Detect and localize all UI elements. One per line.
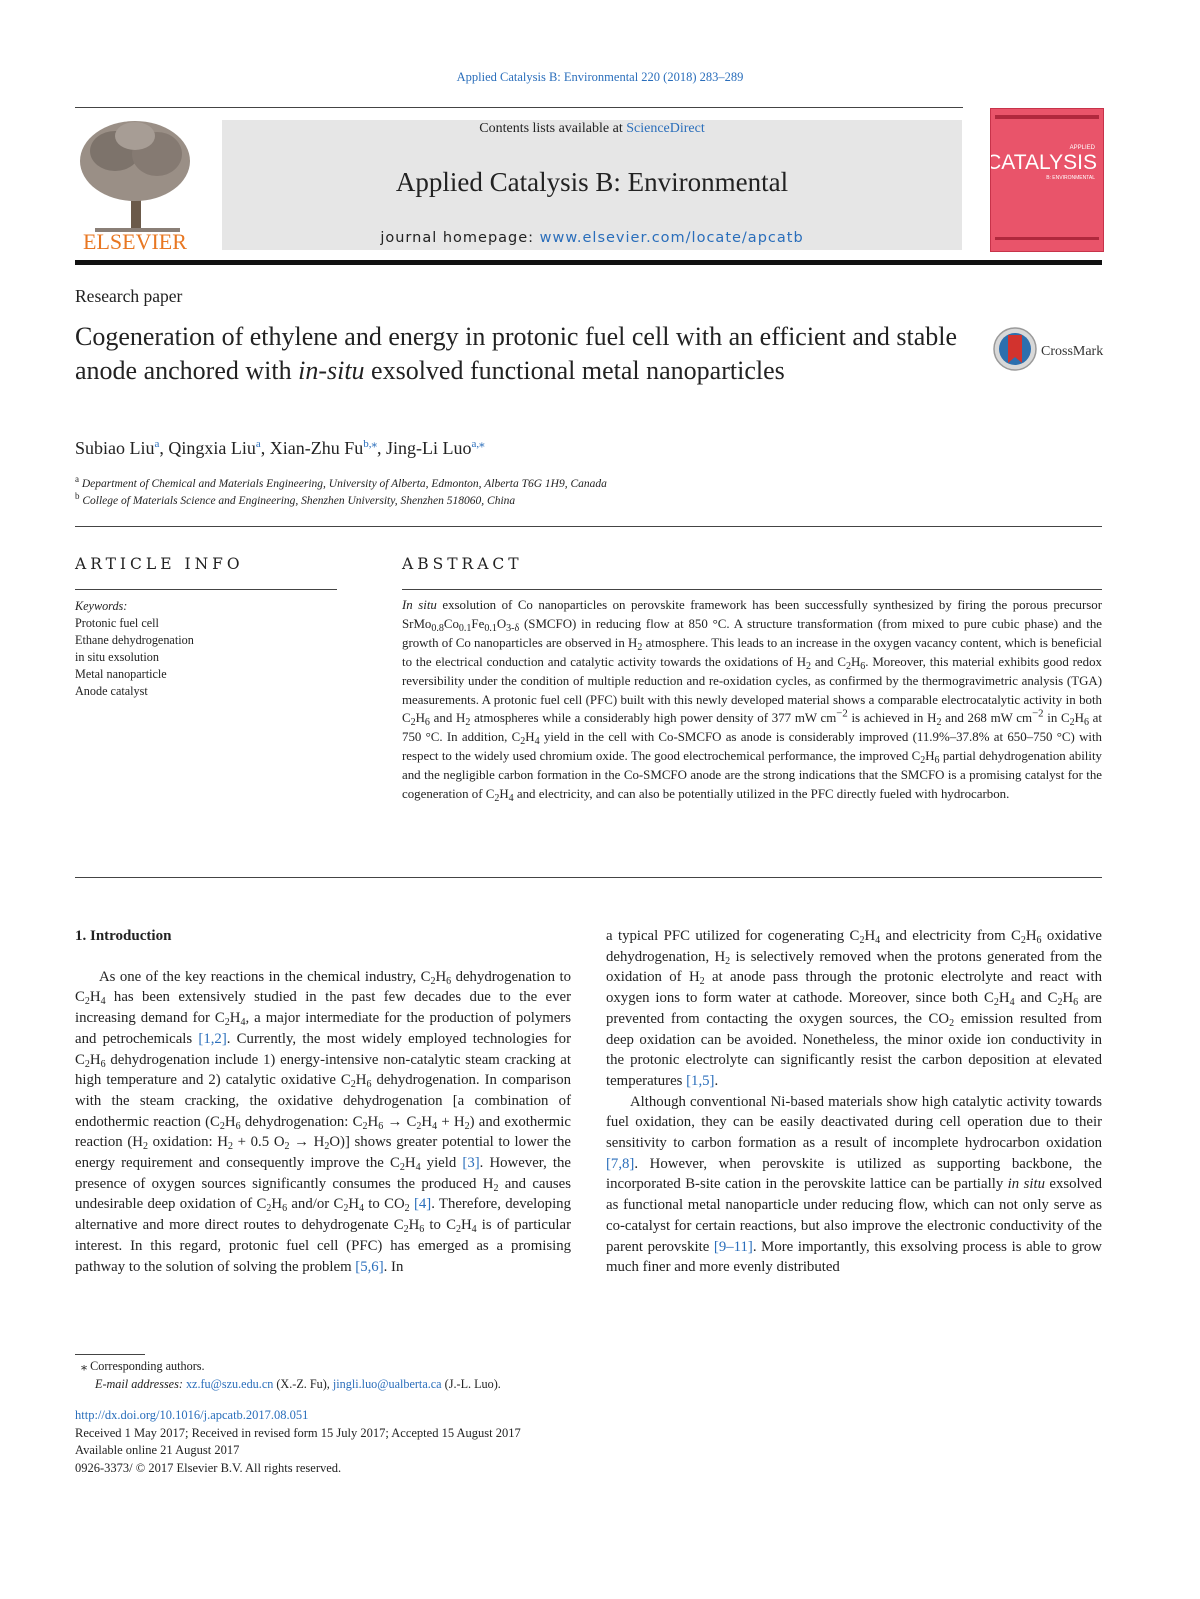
divider [75, 877, 1102, 878]
citation-link[interactable]: [1,2] [198, 1030, 227, 1047]
homepage-line [222, 230, 962, 246]
cover-graphic [991, 109, 1103, 251]
keyword: in situ exsolution [75, 650, 159, 664]
cover-small-text: APPLIED [1069, 145, 1095, 151]
email-link[interactable]: jingli.luo@ualberta.ca [332, 1377, 442, 1391]
author-list: Subiao Liu$^a$, Qingxia Liu$^a$, Xian-Zhu $Fu^{b,⁎}$, Jing-Li Luo$^{a,⁎}$ [75, 438, 485, 458]
keyword: Anode catalyst [75, 684, 148, 698]
citation-link[interactable]: [7,8] [606, 1155, 635, 1172]
divider [75, 526, 1102, 527]
logo-wordmark: ELSEVIER [83, 229, 187, 254]
journal-cover[interactable] [990, 108, 1104, 252]
divider [402, 589, 1102, 590]
author-name: Xian-Zhu Fu [269, 438, 364, 458]
author-name: Jing-Li Luo [386, 438, 472, 458]
publication-info [75, 1407, 521, 1477]
paper-title: Cogeneration of ethylene and energy in protonic fuel cell with an efficient and stable anode anchored with in-situ exsolved functional metal nanoparticles [75, 322, 958, 385]
email-line: E-mail addresses: xz.fu@szu.edu.cn (X.-Z. Fu), jingli.luo@ualberta.ca (J.-L. Luo). [95, 1377, 501, 1391]
body-paragraph: As one of the key reactions in the chemical industry, $C_2H_6$ dehydrogenation to $C_2H_4$ has been extensively studied in the past few decades due to the ever increasing demand for $C_2H_4$, a major intermediate for the production of polymers and petrochemicals [1,2]. Currently, the most widely employed technologies for $C_2H_6$ dehydrogenation include 1) energy-intensive non-catalytic steam cracking at high temperature and 2) catalytic oxidative $C_2H_6$ dehydrogenation. In comparison with the steam cracking, the oxidative dehydrogenation [a combination of endothermic reaction ($C_2H_6$ dehydrogenation: $C_2H_6 \to C_2H_4 + H_2$) and exothermic reaction ($H_2$ oxidation: $H_2 + 0.5$ $O_2 \to H_2O$)] shows greater potential to lower the energy requirement and consequently improve the $C_2H_4$ yield [3]. However, the presence of oxygen sources significantly consumes the produced $H_2$ and causes undesirable deep oxidation of $C_2H_6$ and/or $C_2H_4$ to $CO_2$ [4]. Therefore, developing alternative and more direct routes to dehydrogenate $C_2H_6$ to $C_2H_4$ is of particular interest. In this regard, protonic fuel cell (PFC) has emerged as a promising pathway to the solution of solving the problem [5,6]. In [75, 968, 572, 1275]
article-type: Research paper [75, 286, 183, 306]
corresponding-footnote [75, 1357, 501, 1393]
tree-logo-icon [75, 116, 195, 256]
citation-link[interactable]: [5,6] [355, 1258, 384, 1275]
divider [75, 107, 963, 108]
author-affil-mark[interactable]: a [154, 438, 160, 450]
abstract-text: In situ exsolution of Co nanoparticles on perovskite framework has been successfully synthesized by firing the porous precursor $SrMo_{0.8}Co_{0.1}Fe_{0.1}O_{3-\delta}$ (SMCFO) in reducing flow at 850 °C. A structure transformation (from mixed to pure cubic phase) and the growth of Co nanoparticles are observed in $H_2$ atmosphere. This leads to an increase in the oxygen vacancy content, which is beneficial to the electrical conduction and catalytic activity towards the oxidations of $H_2$ and $C_2H_6$. Moreover, this material exhibits good redox reversibility under the condition of multiple reduction and re-oxidation cycles, as confirmed by the thermogravimetric analysis (TGA) measurements. A protonic fuel cell (PFC) built with this newly developed material shows a comparable electrocatalytic activity in both $C_2H_6$ and $H_2$ atmospheres while a considerably high power density of 377 mW $cm^{-2}$ is achieved in $H_2$ and 268 mW $cm^{-2}$ in $C_2H_6$ at 750 °C. In addition, $C_2H_4$ yield in the cell with Co-SMCFO as anode is considerably improved (11.9%–37.8% at 650–750 °C) with respect to the widely used chromium oxide. The good electrochemical performance, the improved $C_2H_6$ partial dehydrogenation ability and the negligible carbon formation in the Co-SMCFO anode are the strong indications that the SMCFO is a promising catalyst for the cogeneration of $C_2H_4$ and electricity, and can also be potentially utilized in the PFC directly fueled with hydrocarbon. [402, 598, 1103, 805]
sciencedirect-link[interactable]: ScienceDirect [626, 121, 705, 136]
crossmark-label: CrossMark [1041, 344, 1104, 359]
doi-link[interactable]: http://dx.doi.org/10.1016/j.apcatb.2017.08.051 [75, 1408, 309, 1422]
article-info-heading: ARTICLE INFO [75, 555, 244, 573]
contents-line [222, 121, 962, 137]
cover-brand: CATALYSIS [991, 151, 1097, 174]
keyword: Ethane dehydrogenation [75, 633, 194, 647]
keyword: Metal nanoparticle [75, 667, 167, 681]
keywords-label: Keywords: [75, 599, 128, 613]
online-date: Available online 21 August 2017 [75, 1443, 240, 1457]
elsevier-logo[interactable] [75, 116, 195, 256]
affiliations [75, 476, 607, 510]
email-link[interactable]: xz.fu@szu.edu.cn [185, 1377, 274, 1391]
footnote-divider [75, 1354, 145, 1355]
journal-title: Applied Catalysis B: Environmental [395, 167, 789, 197]
cover-sub-text: B: ENVIRONMENTAL [1046, 175, 1095, 181]
crossmark-badge[interactable] [993, 325, 1113, 373]
abstract-heading: ABSTRACT [402, 555, 523, 573]
citation-link[interactable]: [3] [462, 1155, 480, 1172]
author-name: Qingxia Liu [168, 438, 256, 458]
citation-link[interactable]: [4] [413, 1196, 432, 1213]
homepage-link[interactable]: www.elsevier.com/locate/apcatb [539, 230, 804, 246]
keywords-list [75, 598, 194, 700]
crossmark-icon [993, 325, 1113, 373]
affiliation-b: $^b$ College of Materials Science and Engineering, Shenzhen University, Shenzhen 518060, China [75, 491, 516, 507]
journal-citation[interactable]: Applied Catalysis B: Environmental 220 (2018) 283–289 [456, 70, 744, 84]
citation-link[interactable]: [9–11] [713, 1238, 753, 1255]
section-heading-introduction: 1. Introduction [75, 928, 172, 944]
author-name: Subiao Liu [75, 438, 155, 458]
copyright: 0926-3373/ © 2017 Elsevier B.V. All rights reserved. [75, 1460, 342, 1475]
received-dates: Received 1 May 2017; Received in revised form 15 July 2017; Accepted 15 August 2017 [75, 1425, 521, 1440]
author-affil-mark[interactable]: a [255, 438, 261, 450]
keyword: Protonic fuel cell [75, 616, 159, 630]
author-affil-mark[interactable]: b,⁎ [363, 438, 378, 450]
contents-prefix: Contents lists available at [479, 121, 627, 136]
body-paragraph: a typical PFC utilized for cogenerating $C_2H_4$ and electricity from $C_2H_6$ oxidative dehydrogenation, $H_2$ is selectively removed when the protons generated from the oxidation of $H_2$ at anode pass through the protonic electrolyte and react with oxygen ions to form water at cathode. Moreover, since both $C_2H_4$ and $C_2H_6$ are prevented from contacting the oxygen sources, the $CO_2$ emission resulted from deep oxidation can be avoided. Nonetheless, the minor oxide ion conductivity in the protonic electrolyte can significantly resist the carbon deposition at elevated temperatures [1,5]. [606, 928, 1102, 1089]
body-column-right [606, 926, 1102, 1278]
citation-link[interactable]: [1,5] [686, 1072, 715, 1089]
author-affil-mark[interactable]: a,⁎ [471, 438, 485, 450]
corresponding-note: ⁎ Corresponding authors. [81, 1359, 205, 1373]
affiliation-a: $^a$ Department of Chemical and Materials Engineering, University of Alberta, Edmonton, Alberta T6G 1H9, Canada [75, 474, 607, 490]
homepage-prefix: journal homepage: [380, 230, 540, 246]
body-column-left [75, 926, 571, 1277]
header-divider [75, 260, 1102, 265]
body-paragraph: Although conventional Ni-based materials show high catalytic activity towards fuel oxidation, they can be easily deactivated during cell operation due to their sensitivity to carbon formation as a result of incomplete hydrocarbon oxidation [7,8]. However, when perovskite is utilized as supporting backbone, the incorporated B-site cation in the perovskite lattice can be partially in situ exsolved as functional metal nanoparticle under reducing flow, which can not only serve as co-catalyst for certain reactions, but also improve the electronic conductivity of the parent perovskite [9–11]. More importantly, this exsolving process is able to grow much finer and more evenly distributed [606, 1093, 1102, 1276]
divider [75, 589, 337, 590]
